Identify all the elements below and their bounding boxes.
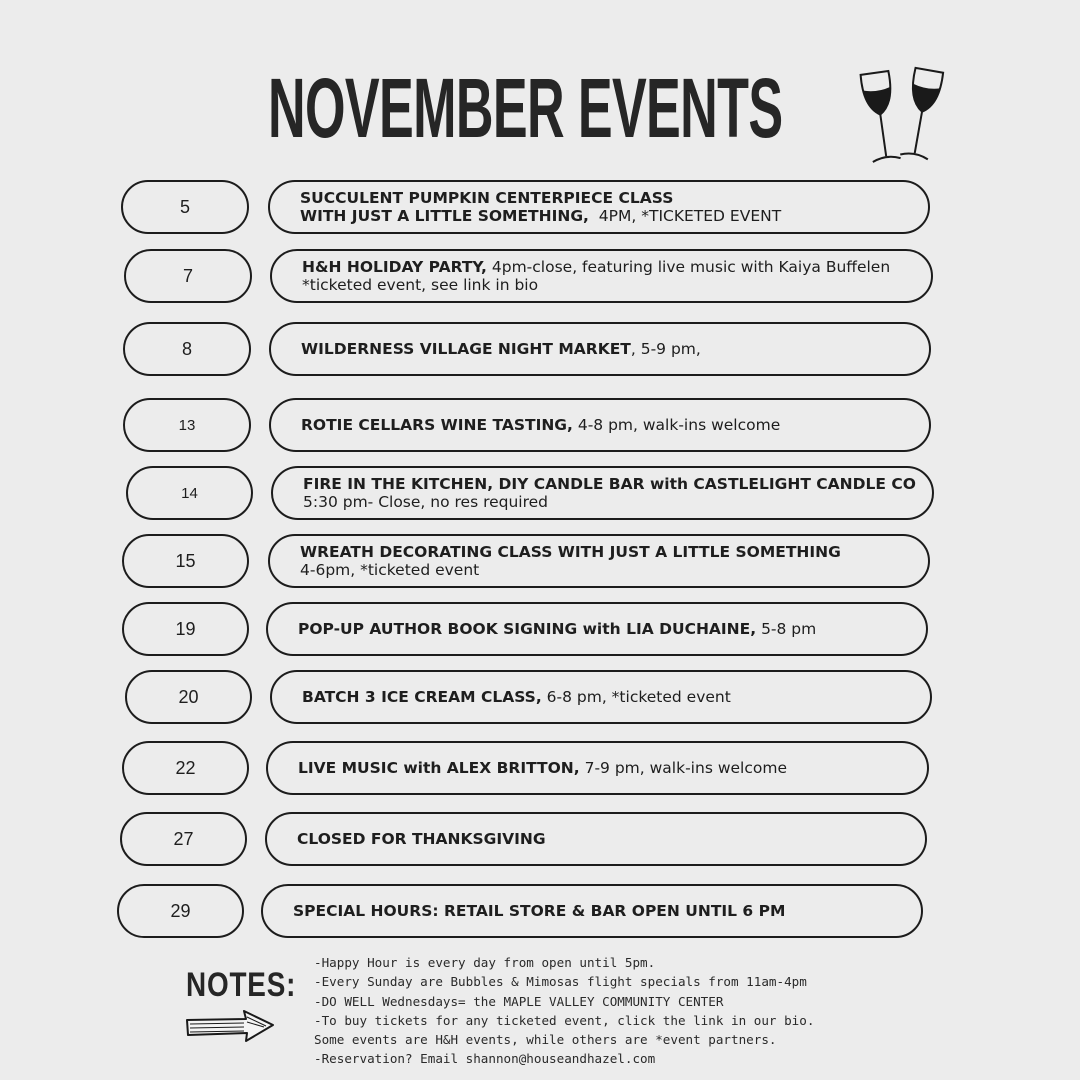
event-date-pill: 29 bbox=[117, 884, 244, 938]
event-title: FIRE IN THE KITCHEN, DIY CANDLE BAR with CASTLELIGHT CANDLE CO bbox=[303, 475, 916, 493]
event-date-pill: 5 bbox=[121, 180, 249, 234]
event-line bbox=[300, 207, 928, 225]
event-line bbox=[303, 475, 932, 493]
event-details: 4PM, *TICKETED EVENT bbox=[588, 207, 782, 225]
event-line bbox=[300, 189, 928, 207]
event-title: SPECIAL HOURS: RETAIL STORE & BAR OPEN UNTIL 6 PM bbox=[293, 902, 786, 920]
notes-title: NOTES: bbox=[186, 966, 297, 1004]
event-date-pill: 14 bbox=[126, 466, 253, 520]
event-title: WILDERNESS VILLAGE NIGHT MARKET bbox=[301, 340, 631, 358]
event-date-pill: 20 bbox=[125, 670, 252, 724]
event-details: 7-9 pm, walk-ins welcome bbox=[579, 759, 787, 777]
event-description-pill bbox=[269, 322, 931, 376]
event-title: SUCCULENT PUMPKIN CENTERPIECE CLASS bbox=[300, 189, 674, 207]
event-date-pill: 7 bbox=[124, 249, 252, 303]
event-details: 6-8 pm, *ticketed event bbox=[541, 688, 731, 706]
event-line bbox=[301, 340, 929, 358]
event-date-pill: 13 bbox=[123, 398, 251, 452]
event-title: ROTIE CELLARS WINE TASTING, bbox=[301, 416, 573, 434]
note-line: -Every Sunday are Bubbles & Mimosas flight specials from 11am-4pm bbox=[314, 974, 807, 990]
event-description-pill bbox=[265, 812, 927, 866]
event-description-pill bbox=[266, 741, 929, 795]
event-details: 4-8 pm, walk-ins welcome bbox=[572, 416, 781, 434]
event-date-pill: 15 bbox=[122, 534, 249, 588]
event-details: *ticketed event, see link in bio bbox=[302, 276, 539, 294]
event-title: WITH JUST A LITTLE SOMETHING, bbox=[300, 207, 589, 225]
event-title: CLOSED FOR THANKSGIVING bbox=[297, 830, 546, 848]
event-line bbox=[300, 543, 928, 561]
event-description-pill bbox=[271, 466, 934, 520]
event-date-pill: 8 bbox=[123, 322, 251, 376]
note-line: -Reservation? Email shannon@houseandhazel.com bbox=[314, 1051, 656, 1067]
event-line bbox=[301, 416, 929, 434]
note-line: -Happy Hour is every day from open until 5pm. bbox=[314, 955, 656, 970]
note-line: -DO WELL Wednesdays= the MAPLE VALLEY COMMUNITY CENTER bbox=[314, 993, 724, 1009]
wine-glasses-cheers-icon bbox=[858, 62, 954, 170]
event-title: POP-UP AUTHOR BOOK SIGNING with LIA DUCHAINE, bbox=[298, 620, 757, 638]
event-line bbox=[302, 688, 930, 706]
note-line: -To buy tickets for any ticketed event, click the link in our bio. bbox=[314, 1012, 815, 1028]
event-details: 4-6pm, *ticketed event bbox=[300, 561, 480, 579]
event-description-pill bbox=[268, 180, 930, 234]
event-date-pill: 27 bbox=[120, 812, 247, 866]
event-line bbox=[302, 258, 931, 276]
event-line bbox=[300, 561, 928, 579]
page-title: NOVEMBER EVENTS bbox=[268, 61, 783, 155]
event-details: 4pm-close, featuring live music with Kaiya Buffelen bbox=[486, 258, 891, 276]
event-details: 5:30 pm- Close, no res required bbox=[303, 493, 549, 511]
hand-drawn-arrow-icon bbox=[184, 1008, 276, 1044]
event-description-pill bbox=[261, 884, 923, 938]
event-title: LIVE MUSIC with ALEX BRITTON, bbox=[298, 759, 580, 777]
event-line bbox=[297, 830, 925, 848]
event-description-pill bbox=[268, 534, 930, 588]
event-description-pill bbox=[270, 670, 932, 724]
event-description-pill bbox=[270, 249, 933, 303]
event-title: BATCH 3 ICE CREAM CLASS, bbox=[302, 688, 542, 706]
event-details: 5-8 pm bbox=[756, 620, 817, 638]
event-line bbox=[303, 493, 932, 511]
event-details: , 5-9 pm, bbox=[630, 340, 701, 358]
event-line bbox=[302, 276, 931, 294]
event-title: H&H HOLIDAY PARTY, bbox=[302, 258, 487, 276]
event-line bbox=[298, 759, 927, 777]
notes-text bbox=[314, 953, 814, 1069]
event-description-pill bbox=[266, 602, 928, 656]
note-line: Some events are H&H events, while others are *event partners. bbox=[314, 1032, 777, 1048]
event-title: WREATH DECORATING CLASS WITH JUST A LITTLE SOMETHING bbox=[300, 543, 841, 561]
event-date-pill: 22 bbox=[122, 741, 249, 795]
event-line bbox=[298, 620, 926, 638]
event-date-pill: 19 bbox=[122, 602, 249, 656]
event-description-pill bbox=[269, 398, 931, 452]
event-line bbox=[293, 902, 921, 920]
